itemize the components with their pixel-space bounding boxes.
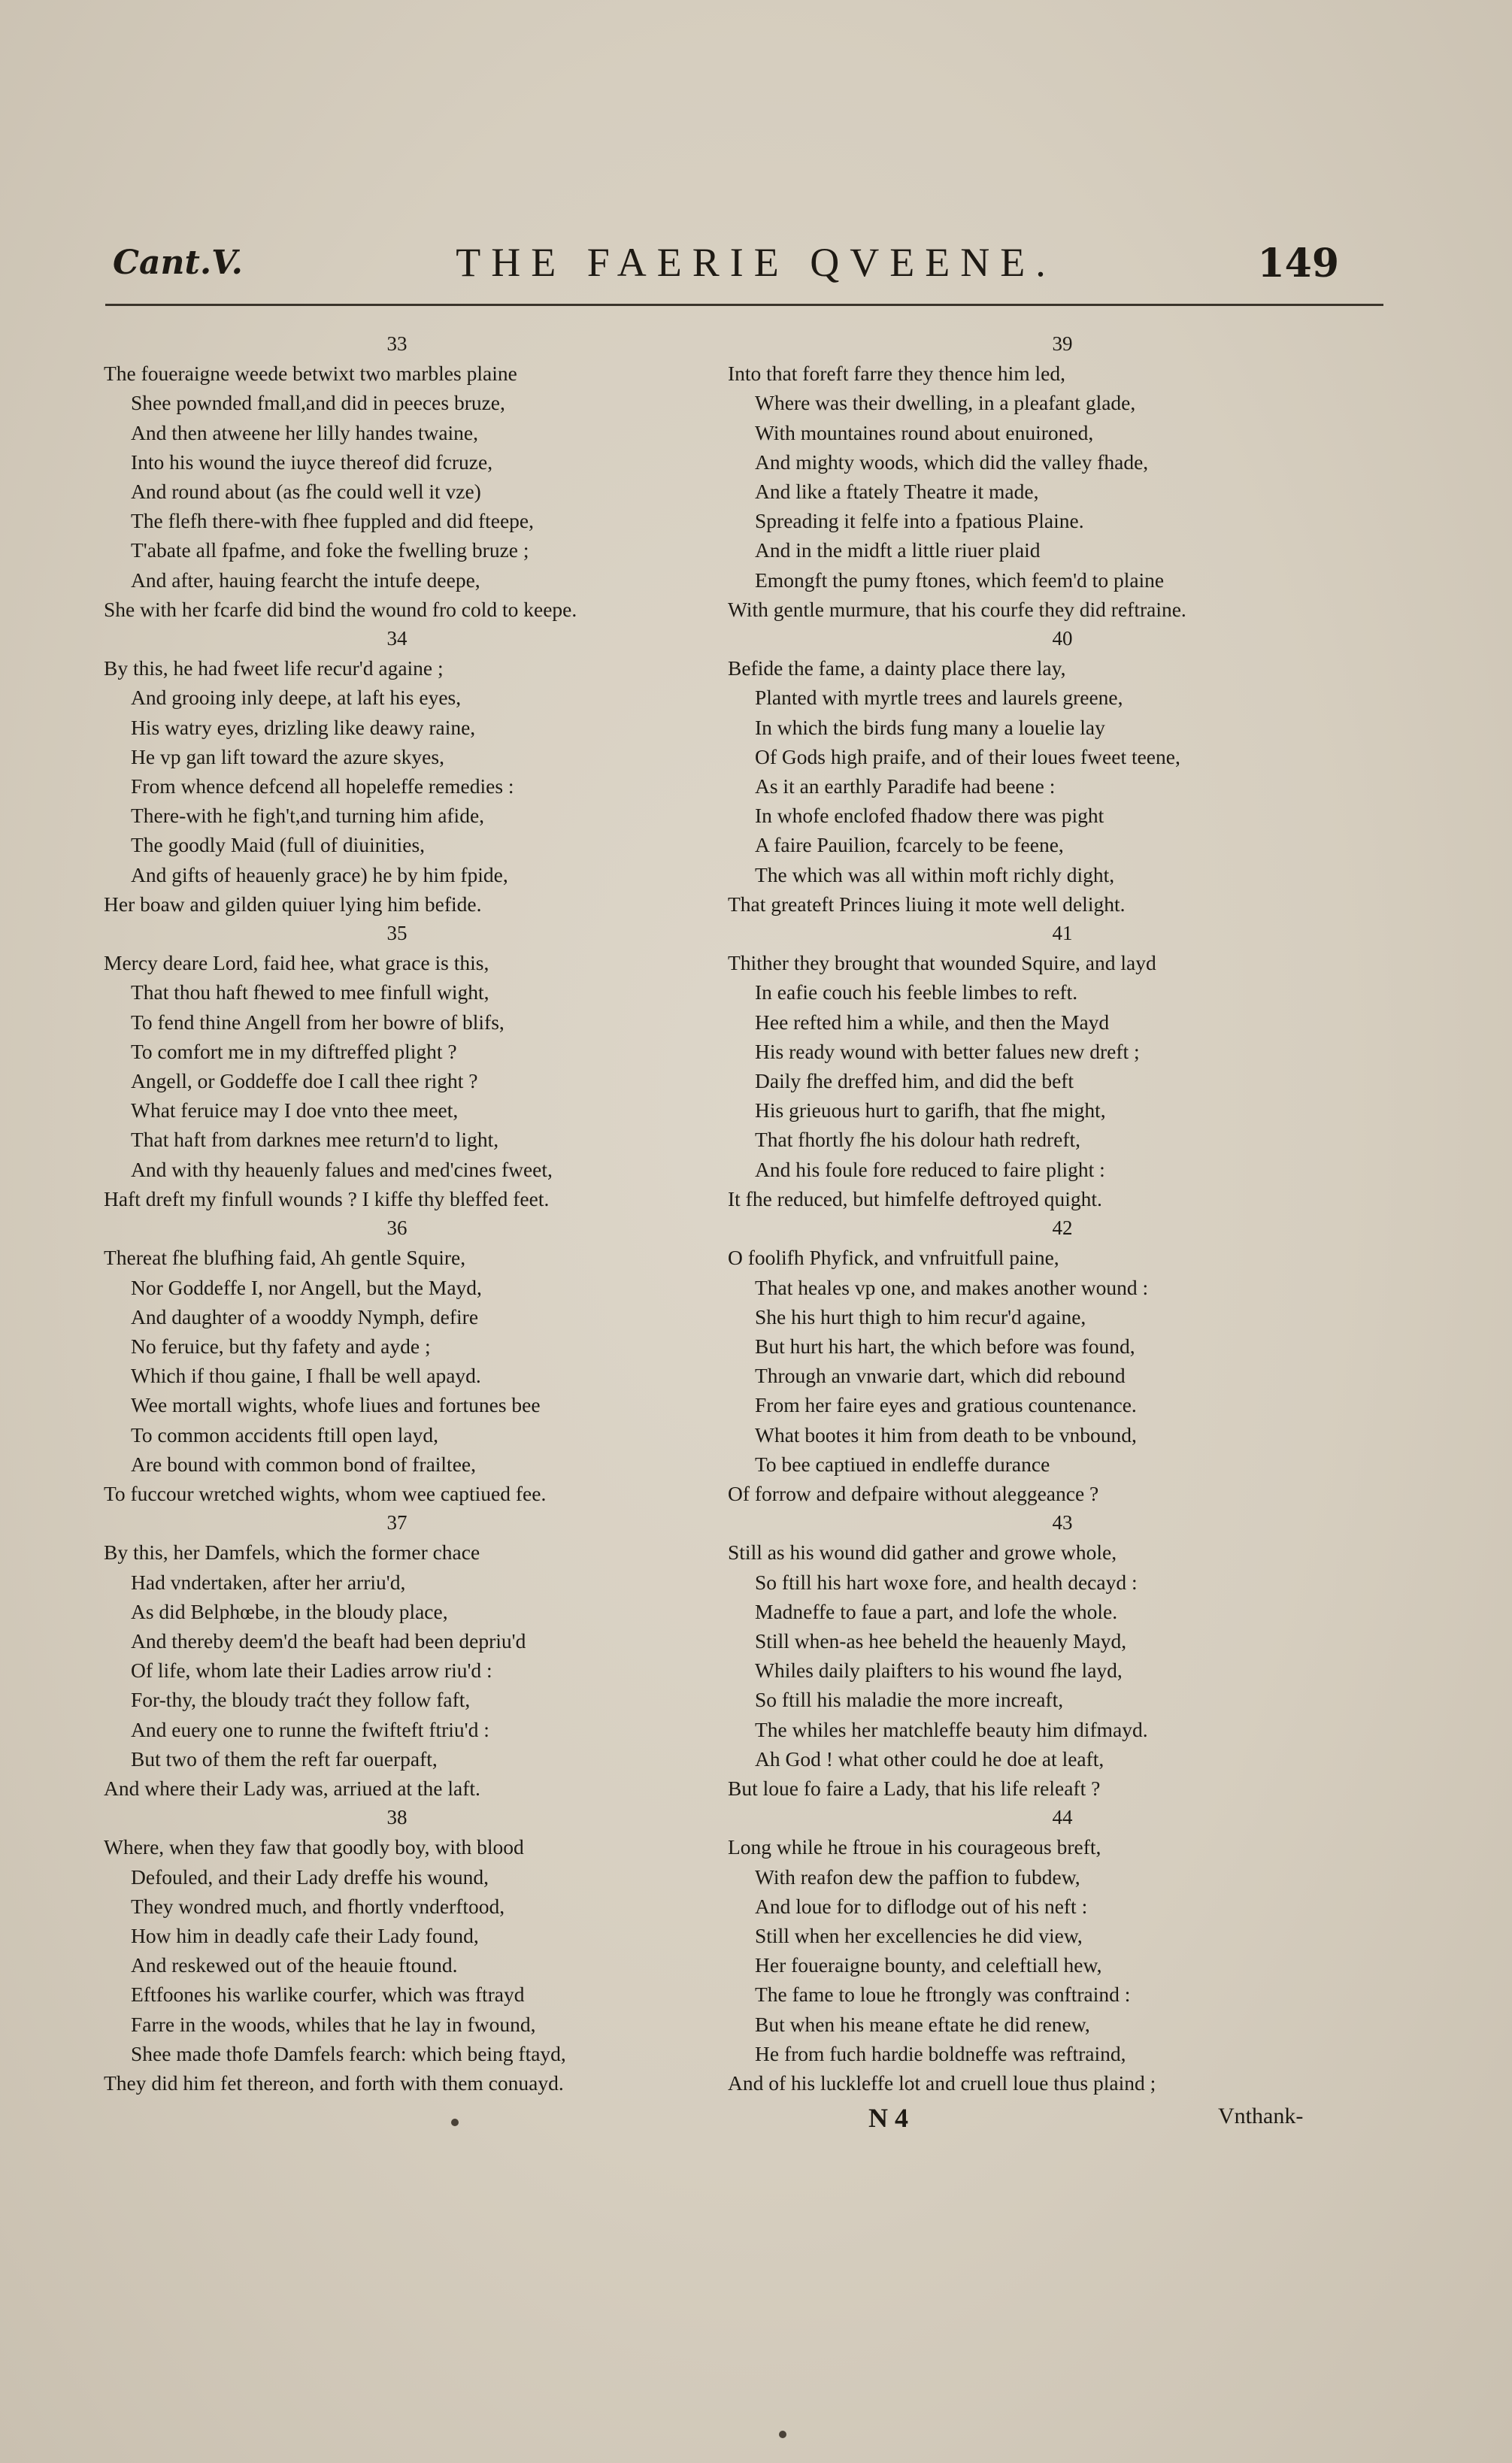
stanza-number: 35 [386, 922, 408, 945]
left-column [104, 329, 690, 2098]
stanza [104, 1803, 690, 2098]
verse-line: How him in deadly cafe their Lady found, [131, 1923, 479, 1947]
verse-line: Long while he ftroue in his courageous breft, [728, 1835, 1101, 1859]
verse-line: And mighty woods, which did the valley fhade, [755, 450, 1149, 474]
stanza [728, 1213, 1397, 1508]
header-rule [105, 304, 1383, 306]
verse-line: Spreading it felfe into a fpatious Plaine. [755, 509, 1084, 533]
stanza [104, 624, 690, 919]
catchword: Vnthank- [1218, 2104, 1304, 2128]
verse-line: Shee made thofe Damfels fearch: which being ftayd, [131, 2041, 566, 2065]
verse-line: Nor Goddeffe I, nor Angell, but the Mayd, [131, 1275, 482, 1299]
verse-line: By this, he had fweet life recur'd againe ; [104, 656, 444, 680]
verse-line: Thereat fhe blufhing faid, Ah gentle Squire, [104, 1246, 466, 1270]
verse-line: They did him fet thereon, and forth with them conuayd. [104, 2071, 564, 2095]
verse-line: Angell, or Goddeffe doe I call thee right ? [131, 1069, 478, 1093]
verse-line: And his foule fore reduced to faire plight : [755, 1157, 1105, 1181]
verse-line: In whofe enclofed fhadow there was pight [755, 804, 1104, 828]
verse-line: To bee captiued in endleffe durance [755, 1452, 1050, 1476]
verse-line: To common accidents ftill open layd, [131, 1422, 438, 1447]
verse-line: For-thy, the bloudy traćt they follow faft, [131, 1688, 471, 1712]
verse-line: Haft dreft my finfull wounds ? I kiffe thy bleffed feet. [104, 1186, 550, 1210]
stanza [104, 1508, 690, 1803]
verse-line: And after, hauing fearcht the intufe deepe, [131, 568, 480, 592]
verse-line: Which if thou gaine, I fhall be well apayd. [131, 1364, 481, 1388]
stanza [728, 1508, 1397, 1803]
verse-line: But hurt his hart, the which before was found, [755, 1334, 1135, 1358]
verse-line: To fuccour wretched wights, whom wee captiued fee. [104, 1481, 547, 1505]
signature-mark: N 4 [868, 2103, 908, 2133]
stanza-number: 43 [1052, 1511, 1073, 1534]
stanza [104, 329, 690, 624]
verse-line: She his hurt thigh to him recur'd againe, [755, 1304, 1086, 1328]
stanza [104, 1213, 690, 1508]
stanza [104, 919, 690, 1213]
verse-line: She with her fcarfe did bind the wound fro cold to keepe. [104, 597, 577, 621]
verse-line: Still when-as hee beheld the heauenly Mayd, [755, 1628, 1127, 1653]
verse-line: And reskewed out of the heauie ftound. [131, 1953, 458, 1977]
running-title: THE FAERIE QVEENE. [456, 240, 1056, 285]
stanza-number: 37 [386, 1511, 408, 1534]
verse-line: That haft from darknes mee return'd to light, [131, 1128, 499, 1152]
verse-line: And grooing inly deepe, at laft his eyes, [131, 686, 462, 710]
verse-line: Emongft the pumy ftones, which feem'd to plaine [755, 568, 1165, 592]
page-number: 149 [1257, 241, 1339, 286]
verse-line: But loue fo faire a Lady, that his life releaft ? [728, 1776, 1101, 1800]
verse-line: Thither they brought that wounded Squire, and layd [728, 951, 1156, 975]
stanza-number: 34 [386, 627, 408, 650]
verse-line: And like a ftately Theatre it made, [755, 480, 1039, 504]
verse-line: With reafon dew the paffion to fubdew, [755, 1865, 1080, 1889]
ink-speck [451, 2119, 459, 2126]
verse-line: Daily fhe dreffed him, and did the beft [755, 1069, 1074, 1093]
verse-line: Planted with myrtle trees and laurels greene, [755, 686, 1123, 710]
verse-line: The fame to loue he ftrongly was conftraind : [755, 1983, 1131, 2007]
verse-line: Hee refted him a while, and then the Mayd [755, 1010, 1110, 1034]
ink-speck [779, 2431, 786, 2438]
verse-line: He from fuch hardie boldneffe was reftraind, [755, 2041, 1126, 2065]
verse-line: That thou haft fhewed to mee finfull wight, [131, 980, 489, 1004]
verse-line: To fend thine Angell from her bowre of blifs, [131, 1010, 505, 1034]
verse-line: His ready wound with better falues new dreft ; [755, 1039, 1140, 1063]
verse-line: Still as his wound did gather and growe whole, [728, 1541, 1117, 1565]
stanza-number: 33 [386, 332, 408, 355]
stanza-number: 39 [1052, 332, 1073, 355]
verse-line: Where was their dwelling, in a pleafant glade, [755, 391, 1136, 415]
verse-line: It fhe reduced, but himfelfe deftroyed quight. [728, 1186, 1102, 1210]
verse-line: As did Belphœbe, in the bloudy place, [131, 1599, 448, 1623]
verse-line: Into his wound the iuyce thereof did fcruze, [131, 450, 493, 474]
stanza [728, 1803, 1397, 2098]
verse-line: Of forrow and defpaire without aleggeance ? [728, 1481, 1099, 1505]
stanza-number: 40 [1052, 627, 1073, 650]
stanza-number: 42 [1052, 1216, 1073, 1240]
right-column [728, 329, 1397, 2098]
verse-line: He vp gan lift toward the azure skyes, [131, 744, 444, 768]
stanza-number: 36 [386, 1216, 408, 1240]
verse-line: From her faire eyes and gratious countenance. [755, 1393, 1137, 1417]
verse-line: Madneffe to faue a part, and lofe the whole. [755, 1599, 1118, 1623]
verse-line: Still when her excellencies he did view, [755, 1923, 1083, 1947]
verse-line: They wondred much, and fhortly vnderftood, [131, 1894, 505, 1918]
verse-line: Wee mortall wights, whofe liues and fortunes bee [131, 1393, 541, 1417]
verse-line: So ftill his maladie the more increaft, [755, 1688, 1064, 1712]
verse-line: Whiles daily plaifters to his wound fhe layd, [755, 1659, 1123, 1683]
verse-line: And loue for to diflodge out of his neft : [755, 1894, 1088, 1918]
verse-line: Of Gods high praife, and of their loues fweet teene, [755, 744, 1180, 768]
verse-line: To comfort me in my diftreffed plight ? [131, 1039, 457, 1063]
verse-line: The foueraigne weede betwixt two marbles plaine [104, 362, 517, 386]
verse-line: Where, when they faw that goodly boy, with blood [104, 1835, 524, 1859]
verse-line: With gentle murmure, that his courfe they did reftraine. [728, 597, 1186, 621]
verse-line: Are bound with common bond of frailtee, [131, 1452, 476, 1476]
verse-line: Her foueraigne bounty, and celeftiall hew, [755, 1953, 1102, 1977]
verse-line: In which the birds fung many a louelie lay [755, 715, 1105, 739]
verse-line: Shee pownded fmall,and did in peeces bruze, [131, 391, 505, 415]
verse-line: The whiles her matchleffe beauty him difmayd. [755, 1717, 1148, 1741]
verse-line: T'abate all fpafme, and foke the fwelling bruze ; [131, 538, 529, 562]
verse-line: And daughter of a wooddy Nymph, defire [131, 1304, 479, 1328]
verse-line: With mountaines round about enuironed, [755, 420, 1094, 444]
stanza-number: 44 [1052, 1806, 1073, 1829]
verse-line: O foolifh Phyfick, and vnfruitfull paine, [728, 1246, 1059, 1270]
verse-line: And where their Lady was, arriued at the laft. [104, 1776, 480, 1800]
verse-line: And in the midft a little riuer plaid [755, 538, 1041, 562]
verse-line: But two of them the reft far ouerpaft, [131, 1747, 438, 1771]
canto-label: Cant.V. [113, 244, 243, 282]
verse-line: Her boaw and gilden quiuer lying him befide. [104, 892, 482, 916]
verse-line: Ah God ! what other could he doe at leaft, [755, 1747, 1104, 1771]
verse-line: What bootes it him from death to be vnbound, [755, 1422, 1137, 1447]
stanza-number: 41 [1052, 922, 1073, 945]
stanza-number: 38 [386, 1806, 408, 1829]
verse-line: Befide the fame, a dainty place there lay, [728, 656, 1066, 680]
stanza [728, 329, 1397, 624]
verse-line: What feruice may I doe vnto thee meet, [131, 1098, 459, 1122]
verse-line: And round about (as fhe could well it vze) [131, 480, 481, 504]
verse-line: And thereby deem'd the beaft had been depriu'd [131, 1628, 526, 1653]
verse-line: That fhortly fhe his dolour hath redreft, [755, 1128, 1080, 1152]
verse-line: And euery one to runne the fwifteft ftriu'd : [131, 1717, 489, 1741]
verse-line: The goodly Maid (full of diuinities, [131, 833, 426, 857]
stanza [728, 919, 1397, 1213]
verse-line: Into that foreft farre they thence him led, [728, 362, 1065, 386]
verse-line: There-with he figh't,and turning him afide, [131, 804, 485, 828]
verse-line: Defouled, and their Lady dreffe his wound, [131, 1865, 489, 1889]
verse-line: His watry eyes, drizling like deawy raine, [131, 715, 476, 739]
verse-line: But when his meane eftate he did renew, [755, 2012, 1090, 2036]
verse-line: Eftfoones his warlike courfer, which was ftrayd [131, 1983, 525, 2007]
verse-line: His grieuous hurt to garifh, that fhe might, [755, 1098, 1106, 1122]
verse-line: The which was all within moft richly dight, [755, 862, 1115, 886]
verse-line: That heales vp one, and makes another wound : [755, 1275, 1149, 1299]
verse-line: No feruice, but thy fafety and ayde ; [131, 1334, 431, 1358]
verse-line: And with thy heauenly falues and med'cines fweet, [131, 1157, 553, 1181]
verse-line: A faire Pauilion, fcarcely to be feene, [755, 833, 1064, 857]
verse-line: So ftill his hart woxe fore, and health decayd : [755, 1570, 1138, 1594]
verse-line: From whence defcend all hopeleffe remedies : [131, 774, 514, 798]
verse-line: As it an earthly Paradife had beene : [755, 774, 1056, 798]
stanza [728, 624, 1397, 919]
verse-line: Farre in the woods, whiles that he lay in fwound, [131, 2012, 536, 2036]
verse-line: Through an vnwarie dart, which did rebound [755, 1364, 1126, 1388]
verse-line: That greateft Princes liuing it mote well delight. [728, 892, 1126, 916]
page-header [0, 239, 1512, 299]
verse-line: And then atweene her lilly handes twaine, [131, 420, 478, 444]
verse-line: And of his luckleffe lot and cruell loue thus plaind ; [728, 2071, 1156, 2095]
verse-line: And gifts of heauenly grace) he by him fpide, [131, 862, 508, 886]
verse-line: The flefh there-with fhee fuppled and did fteepe, [131, 509, 535, 533]
verse-line: Of life, whom late their Ladies arrow riu'd : [131, 1659, 492, 1683]
verse-line: Had vndertaken, after her arriu'd, [131, 1570, 406, 1594]
verse-line: In eafie couch his feeble limbes to reft. [755, 980, 1078, 1004]
page-footer [0, 2102, 1512, 2140]
verse-line: By this, her Damfels, which the former chace [104, 1541, 480, 1565]
verse-line: Mercy deare Lord, faid hee, what grace is this, [104, 951, 489, 975]
